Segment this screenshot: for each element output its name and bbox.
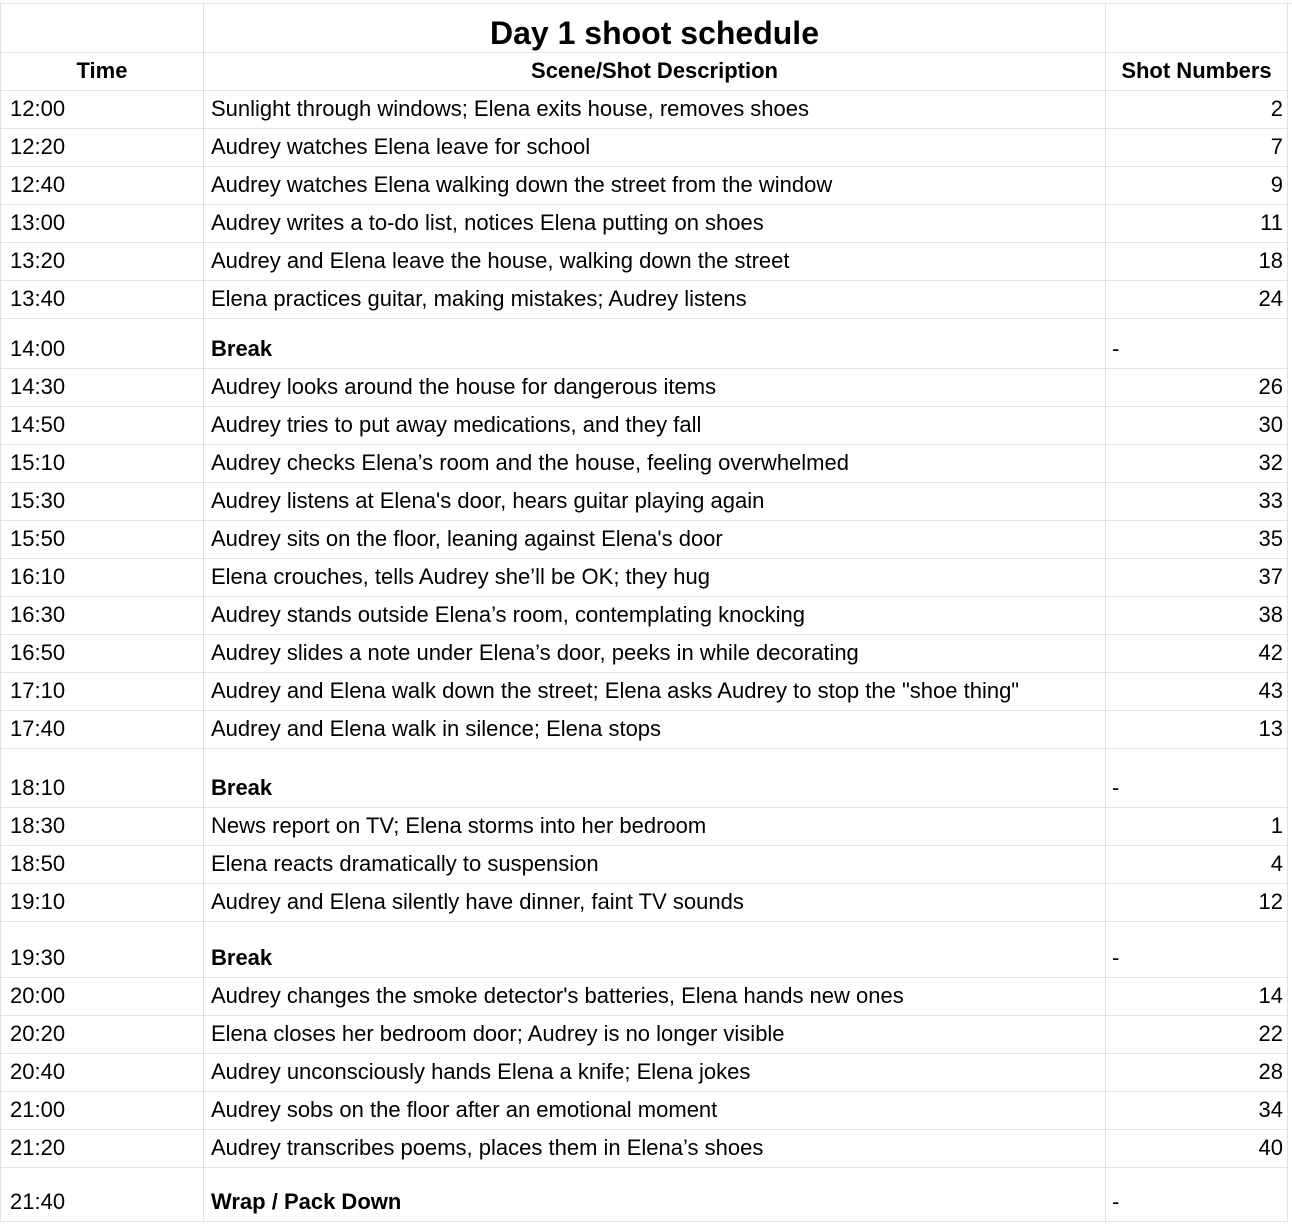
description-cell[interactable]: Audrey looks around the house for dangerous items bbox=[204, 369, 1106, 407]
table-row bbox=[0, 407, 1292, 445]
table-row bbox=[0, 749, 1292, 808]
time-cell[interactable]: 12:40 bbox=[0, 167, 204, 205]
table-row bbox=[0, 1130, 1292, 1168]
time-cell[interactable]: 18:50 bbox=[0, 846, 204, 884]
title-row-cell-c[interactable] bbox=[1106, 4, 1288, 53]
shot-number-cell[interactable]: 9 bbox=[1106, 167, 1288, 205]
description-cell[interactable]: Break bbox=[204, 749, 1106, 808]
shot-number-cell[interactable]: 1 bbox=[1106, 808, 1288, 846]
description-cell[interactable]: Break bbox=[204, 319, 1106, 369]
time-cell[interactable]: 12:00 bbox=[0, 91, 204, 129]
description-cell[interactable]: Audrey and Elena walk down the street; Elena asks Audrey to stop the "shoe thing" bbox=[204, 673, 1106, 711]
description-cell[interactable]: Elena crouches, tells Audrey she’ll be OK; they hug bbox=[204, 559, 1106, 597]
shot-number-cell[interactable]: 13 bbox=[1106, 711, 1288, 749]
table-row bbox=[0, 711, 1292, 749]
time-cell[interactable]: 14:50 bbox=[0, 407, 204, 445]
table-row bbox=[0, 445, 1292, 483]
time-cell[interactable]: 20:40 bbox=[0, 1054, 204, 1092]
description-cell[interactable]: Audrey and Elena leave the house, walking down the street bbox=[204, 243, 1106, 281]
table-row bbox=[0, 521, 1292, 559]
table-row bbox=[0, 243, 1292, 281]
shot-number-cell[interactable]: 7 bbox=[1106, 129, 1288, 167]
table-row bbox=[0, 1092, 1292, 1130]
description-cell[interactable]: Wrap / Pack Down bbox=[204, 1168, 1106, 1222]
header-description[interactable]: Scene/Shot Description bbox=[204, 53, 1106, 91]
time-cell[interactable]: 16:30 bbox=[0, 597, 204, 635]
table-row bbox=[0, 1054, 1292, 1092]
description-cell[interactable]: Audrey sits on the floor, leaning against Elena's door bbox=[204, 521, 1106, 559]
time-cell[interactable]: 13:40 bbox=[0, 281, 204, 319]
description-cell[interactable]: Audrey changes the smoke detector's batteries, Elena hands new ones bbox=[204, 978, 1106, 1016]
description-cell[interactable]: Audrey slides a note under Elena’s door, peeks in while decorating bbox=[204, 635, 1106, 673]
shot-number-cell[interactable]: 40 bbox=[1106, 1130, 1288, 1168]
header-shot-numbers[interactable]: Shot Numbers bbox=[1106, 53, 1288, 91]
description-cell[interactable]: Sunlight through windows; Elena exits house, removes shoes bbox=[204, 91, 1106, 129]
table-row bbox=[0, 129, 1292, 167]
time-cell[interactable]: 19:30 bbox=[0, 922, 204, 978]
table-row bbox=[0, 673, 1292, 711]
shot-number-cell[interactable]: 42 bbox=[1106, 635, 1288, 673]
table-row bbox=[0, 635, 1292, 673]
shot-number-cell[interactable]: 28 bbox=[1106, 1054, 1288, 1092]
shot-number-cell[interactable]: 38 bbox=[1106, 597, 1288, 635]
shot-number-cell[interactable]: - bbox=[1106, 922, 1288, 978]
table-row bbox=[0, 1168, 1292, 1222]
table-row bbox=[0, 205, 1292, 243]
table-row bbox=[0, 281, 1292, 319]
sheet-title[interactable]: Day 1 shoot schedule bbox=[204, 4, 1106, 53]
shot-number-cell[interactable]: 14 bbox=[1106, 978, 1288, 1016]
shot-number-cell[interactable]: 18 bbox=[1106, 243, 1288, 281]
time-cell[interactable]: 14:30 bbox=[0, 369, 204, 407]
description-cell[interactable]: Elena practices guitar, making mistakes; Audrey listens bbox=[204, 281, 1106, 319]
shot-number-cell[interactable]: 22 bbox=[1106, 1016, 1288, 1054]
description-cell[interactable]: Audrey watches Elena leave for school bbox=[204, 129, 1106, 167]
time-cell[interactable]: 19:10 bbox=[0, 884, 204, 922]
table-row bbox=[0, 319, 1292, 369]
table-row bbox=[0, 846, 1292, 884]
description-cell[interactable]: Audrey tries to put away medications, and they fall bbox=[204, 407, 1106, 445]
shot-number-cell[interactable]: 34 bbox=[1106, 1092, 1288, 1130]
shot-number-cell[interactable]: 24 bbox=[1106, 281, 1288, 319]
time-cell[interactable]: 12:20 bbox=[0, 129, 204, 167]
description-cell[interactable]: Audrey checks Elena’s room and the house, feeling overwhelmed bbox=[204, 445, 1106, 483]
time-cell[interactable]: 15:10 bbox=[0, 445, 204, 483]
table-row bbox=[0, 369, 1292, 407]
shot-number-cell[interactable]: 37 bbox=[1106, 559, 1288, 597]
shot-number-cell[interactable]: 32 bbox=[1106, 445, 1288, 483]
title-row-cell-a[interactable] bbox=[0, 4, 204, 53]
time-cell[interactable]: 18:10 bbox=[0, 749, 204, 808]
shot-number-cell[interactable]: 4 bbox=[1106, 846, 1288, 884]
header-time[interactable]: Time bbox=[0, 53, 204, 91]
time-cell[interactable]: 21:00 bbox=[0, 1092, 204, 1130]
shot-number-cell[interactable]: 2 bbox=[1106, 91, 1288, 129]
table-row bbox=[0, 808, 1292, 846]
time-cell[interactable]: 14:00 bbox=[0, 319, 204, 369]
table-row bbox=[0, 1016, 1292, 1054]
shot-number-cell[interactable]: 11 bbox=[1106, 205, 1288, 243]
time-cell[interactable]: 20:20 bbox=[0, 1016, 204, 1054]
time-cell[interactable]: 20:00 bbox=[0, 978, 204, 1016]
shot-number-cell[interactable]: 30 bbox=[1106, 407, 1288, 445]
table-row bbox=[0, 559, 1292, 597]
description-cell[interactable]: Break bbox=[204, 922, 1106, 978]
shot-number-cell[interactable]: - bbox=[1106, 1168, 1288, 1222]
time-cell[interactable]: 13:20 bbox=[0, 243, 204, 281]
description-cell[interactable]: Audrey transcribes poems, places them in Elena’s shoes bbox=[204, 1130, 1106, 1168]
description-cell[interactable]: Audrey writes a to-do list, notices Elena putting on shoes bbox=[204, 205, 1106, 243]
time-cell[interactable]: 16:50 bbox=[0, 635, 204, 673]
table-row bbox=[0, 167, 1292, 205]
shot-number-cell[interactable]: 12 bbox=[1106, 884, 1288, 922]
time-cell[interactable]: 13:00 bbox=[0, 205, 204, 243]
table-row bbox=[0, 978, 1292, 1016]
table-row bbox=[0, 483, 1292, 521]
shot-number-cell[interactable]: 43 bbox=[1106, 673, 1288, 711]
time-cell[interactable]: 18:30 bbox=[0, 808, 204, 846]
table-row bbox=[0, 922, 1292, 978]
time-cell[interactable]: 21:20 bbox=[0, 1130, 204, 1168]
shot-number-cell[interactable]: - bbox=[1106, 749, 1288, 808]
table-row bbox=[0, 884, 1292, 922]
header-row bbox=[0, 53, 1292, 91]
description-cell[interactable]: Audrey stands outside Elena’s room, contemplating knocking bbox=[204, 597, 1106, 635]
table-row bbox=[0, 91, 1292, 129]
description-cell[interactable]: Audrey unconsciously hands Elena a knife; Elena jokes bbox=[204, 1054, 1106, 1092]
description-cell[interactable]: Audrey sobs on the floor after an emotional moment bbox=[204, 1092, 1106, 1130]
time-cell[interactable]: 21:40 bbox=[0, 1168, 204, 1222]
description-cell[interactable]: Audrey and Elena silently have dinner, faint TV sounds bbox=[204, 884, 1106, 922]
description-cell[interactable]: Audrey watches Elena walking down the street from the window bbox=[204, 167, 1106, 205]
shot-number-cell[interactable]: 33 bbox=[1106, 483, 1288, 521]
shot-number-cell[interactable]: 35 bbox=[1106, 521, 1288, 559]
time-cell[interactable]: 15:30 bbox=[0, 483, 204, 521]
description-cell[interactable]: Elena closes her bedroom door; Audrey is no longer visible bbox=[204, 1016, 1106, 1054]
time-cell[interactable]: 17:40 bbox=[0, 711, 204, 749]
description-cell[interactable]: Audrey and Elena walk in silence; Elena stops bbox=[204, 711, 1106, 749]
description-cell[interactable]: Audrey listens at Elena's door, hears guitar playing again bbox=[204, 483, 1106, 521]
shot-number-cell[interactable]: - bbox=[1106, 319, 1288, 369]
time-cell[interactable]: 16:10 bbox=[0, 559, 204, 597]
time-cell[interactable]: 15:50 bbox=[0, 521, 204, 559]
title-row bbox=[0, 4, 1292, 53]
description-cell[interactable]: News report on TV; Elena storms into her bedroom bbox=[204, 808, 1106, 846]
table-row bbox=[0, 597, 1292, 635]
description-cell[interactable]: Elena reacts dramatically to suspension bbox=[204, 846, 1106, 884]
time-cell[interactable]: 17:10 bbox=[0, 673, 204, 711]
shot-number-cell[interactable]: 26 bbox=[1106, 369, 1288, 407]
